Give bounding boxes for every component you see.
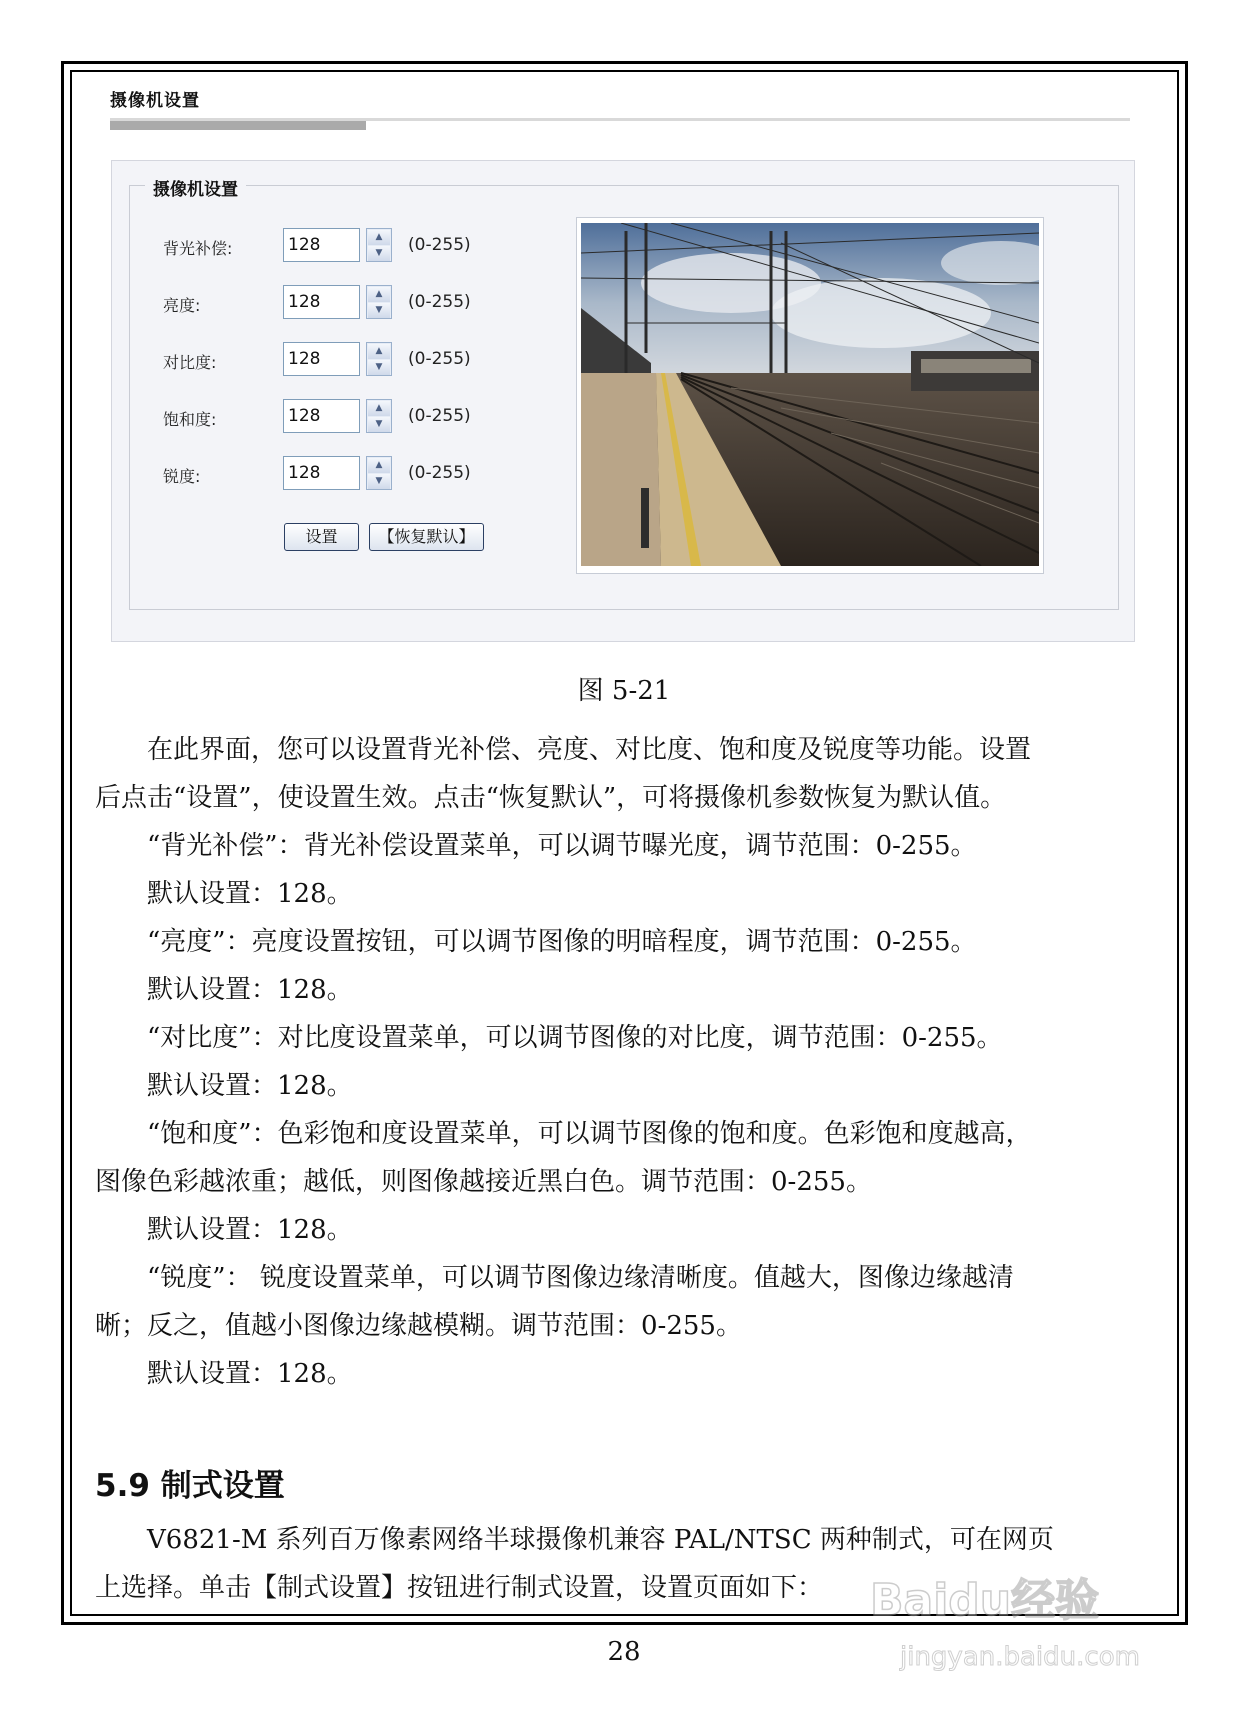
- paragraph-line: 默认设置：128。: [95, 1359, 353, 1389]
- paragraph-line: “对比度”：对比度设置菜单，可以调节图像的对比度，调节范围：0-255。: [95, 1023, 1003, 1053]
- paragraph-line: V6821-M 系列百万像素网络半球摄像机兼容 PAL/NTSC 两种制式，可在网页: [95, 1525, 1054, 1555]
- paragraph-line: 默认设置：128。: [95, 1215, 353, 1245]
- camera-settings-page-title: 摄像机设置: [110, 91, 200, 111]
- backlight-range: (0-255): [408, 235, 471, 255]
- saturation-range: (0-255): [408, 406, 471, 426]
- spin-up-icon[interactable]: ▲: [368, 458, 390, 473]
- spin-up-icon[interactable]: ▲: [368, 287, 390, 302]
- paragraph-line: 后点击“设置”，使设置生效。点击“恢复默认”，可将摄像机参数恢复为默认值。: [95, 783, 1007, 813]
- spin-down-icon[interactable]: ▼: [368, 360, 390, 375]
- restore-default-button[interactable]: 【恢复默认】: [369, 523, 484, 551]
- spin-down-icon[interactable]: ▼: [368, 246, 390, 261]
- brightness-spinner[interactable]: [366, 285, 392, 319]
- contrast-spinner[interactable]: [366, 342, 392, 376]
- saturation-label: 饱和度:: [163, 410, 217, 429]
- paragraph-line: 图像色彩越浓重；越低，则图像越接近黑白色。调节范围：0-255。: [95, 1167, 872, 1197]
- baidu-watermark-logo: [860, 1560, 1190, 1680]
- paragraph-line: “锐度”： 锐度设置菜单，可以调节图像边缘清晰度。值越大，图像边缘越清: [95, 1263, 1014, 1293]
- paragraph-line: 上选择。单击【制式设置】按钮进行制式设置，设置页面如下：: [95, 1573, 824, 1603]
- backlight-spinner[interactable]: [366, 228, 392, 262]
- svg-text:jingyan.baidu.com: jingyan.baidu.com: [900, 1642, 1140, 1672]
- brightness-input[interactable]: 128: [283, 285, 360, 319]
- contrast-input[interactable]: 128: [283, 342, 360, 376]
- saturation-spinner[interactable]: [366, 399, 392, 433]
- sharpness-input[interactable]: 128: [283, 456, 360, 490]
- spin-up-icon[interactable]: ▲: [368, 401, 390, 416]
- paragraph-line: 默认设置：128。: [95, 975, 353, 1005]
- set-button[interactable]: 设置: [284, 523, 359, 551]
- backlight-input[interactable]: 128: [283, 228, 360, 262]
- backlight-label: 背光补偿:: [163, 239, 233, 258]
- paragraph-line: “背光补偿”：背光补偿设置菜单，可以调节曝光度，调节范围：0-255。: [95, 831, 977, 861]
- contrast-label: 对比度:: [163, 353, 217, 372]
- svg-text:Baidu经验: Baidu经验: [870, 1575, 1100, 1626]
- paragraph-line: 在此界面，您可以设置背光补偿、亮度、对比度、饱和度及锐度等功能。设置: [95, 735, 1032, 765]
- paragraph-line: 默认设置：128。: [95, 879, 353, 909]
- spin-down-icon[interactable]: ▼: [368, 474, 390, 489]
- figure-caption: 图 5-21: [577, 676, 671, 706]
- spin-down-icon[interactable]: ▼: [368, 417, 390, 432]
- sharpness-spinner[interactable]: [366, 456, 392, 490]
- paragraph-line: 晰；反之，值越小图像边缘越模糊。调节范围：0-255。: [95, 1311, 742, 1341]
- page-number: 28: [607, 1637, 641, 1667]
- sharpness-label: 锐度:: [163, 467, 201, 486]
- brightness-label: 亮度:: [163, 296, 201, 315]
- saturation-input[interactable]: 128: [283, 399, 360, 433]
- paragraph-line: “亮度”：亮度设置按钮，可以调节图像的明暗程度，调节范围：0-255。: [95, 927, 977, 957]
- spin-down-icon[interactable]: ▼: [368, 303, 390, 318]
- camera-preview-image: [581, 223, 1039, 566]
- paragraph-line: “饱和度”：色彩饱和度设置菜单，可以调节图像的饱和度。色彩饱和度越高，: [95, 1119, 1032, 1149]
- fieldset-legend: 摄像机设置: [145, 175, 246, 200]
- contrast-range: (0-255): [408, 349, 471, 369]
- brightness-range: (0-255): [408, 292, 471, 312]
- sharpness-range: (0-255): [408, 463, 471, 483]
- spin-up-icon[interactable]: ▲: [368, 344, 390, 359]
- title-divider-accent: [110, 121, 366, 130]
- spin-up-icon[interactable]: ▲: [368, 230, 390, 245]
- section-heading: 5.9 制式设置: [95, 1468, 285, 1504]
- paragraph-line: 默认设置：128。: [95, 1071, 353, 1101]
